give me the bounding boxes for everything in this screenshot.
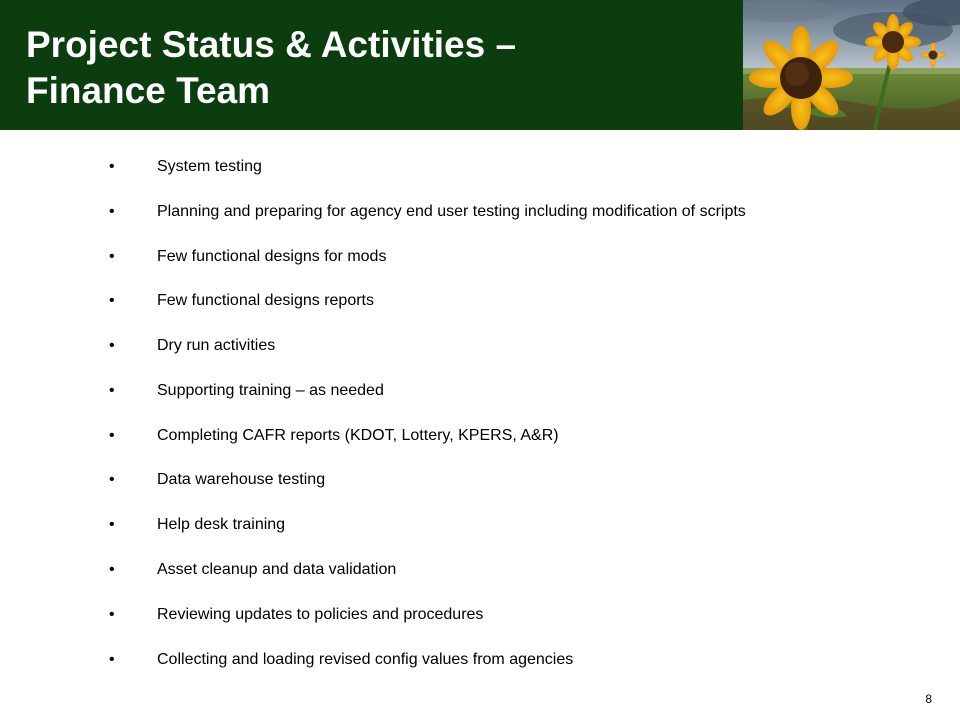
bullet-item — [0, 335, 960, 357]
bullet-marker: • — [109, 382, 115, 399]
bullet-text: Supporting training – as needed — [157, 382, 384, 399]
bullet-marker: • — [109, 606, 115, 623]
bullet-marker: • — [109, 158, 115, 175]
bullet-marker: • — [109, 248, 115, 265]
sunflower-photo — [743, 0, 960, 130]
slide-title-line-2: Finance Team — [26, 70, 271, 111]
bullet-item — [0, 604, 960, 626]
bullet-text: Collecting and loading revised config values from agencies — [157, 651, 574, 668]
bullet-text: Data warehouse testing — [157, 471, 326, 488]
bullet-text: Few functional designs reports — [157, 292, 374, 309]
title-banner — [0, 0, 960, 130]
bullet-text: Dry run activities — [157, 337, 276, 354]
slide-title-line-1: Project Status & Activities – — [26, 24, 517, 65]
bullet-marker: • — [109, 337, 115, 354]
bullet-text: Asset cleanup and data validation — [157, 561, 397, 578]
bullet-text: System testing — [157, 158, 262, 175]
bullet-marker: • — [109, 516, 115, 533]
bullet-item — [0, 201, 960, 223]
slide-title — [26, 22, 726, 114]
bullet-item — [0, 514, 960, 536]
bullet-marker: • — [109, 471, 115, 488]
bullet-text: Completing CAFR reports (KDOT, Lottery, KPERS, A&R) — [157, 427, 559, 444]
bullet-marker: • — [109, 292, 115, 309]
bullet-item — [0, 649, 960, 671]
bullet-text: Help desk training — [157, 516, 286, 533]
bullet-marker: • — [109, 203, 115, 220]
bullet-item — [0, 246, 960, 268]
sunflower-field-image — [743, 0, 960, 130]
bullet-item — [0, 425, 960, 447]
bullet-marker: • — [109, 427, 115, 444]
page-number: 8 — [925, 692, 932, 706]
bullet-item — [0, 290, 960, 312]
bullet-item — [0, 380, 960, 402]
bullet-item — [0, 156, 960, 178]
bullet-text: Reviewing updates to policies and procedures — [157, 606, 484, 623]
bullet-text: Few functional designs for mods — [157, 248, 387, 265]
bullet-item — [0, 559, 960, 581]
bullet-text: Planning and preparing for agency end user testing including modification of scripts — [157, 203, 746, 220]
bullet-item — [0, 469, 960, 491]
bullet-marker: • — [109, 561, 115, 578]
bullet-marker: • — [109, 651, 115, 668]
